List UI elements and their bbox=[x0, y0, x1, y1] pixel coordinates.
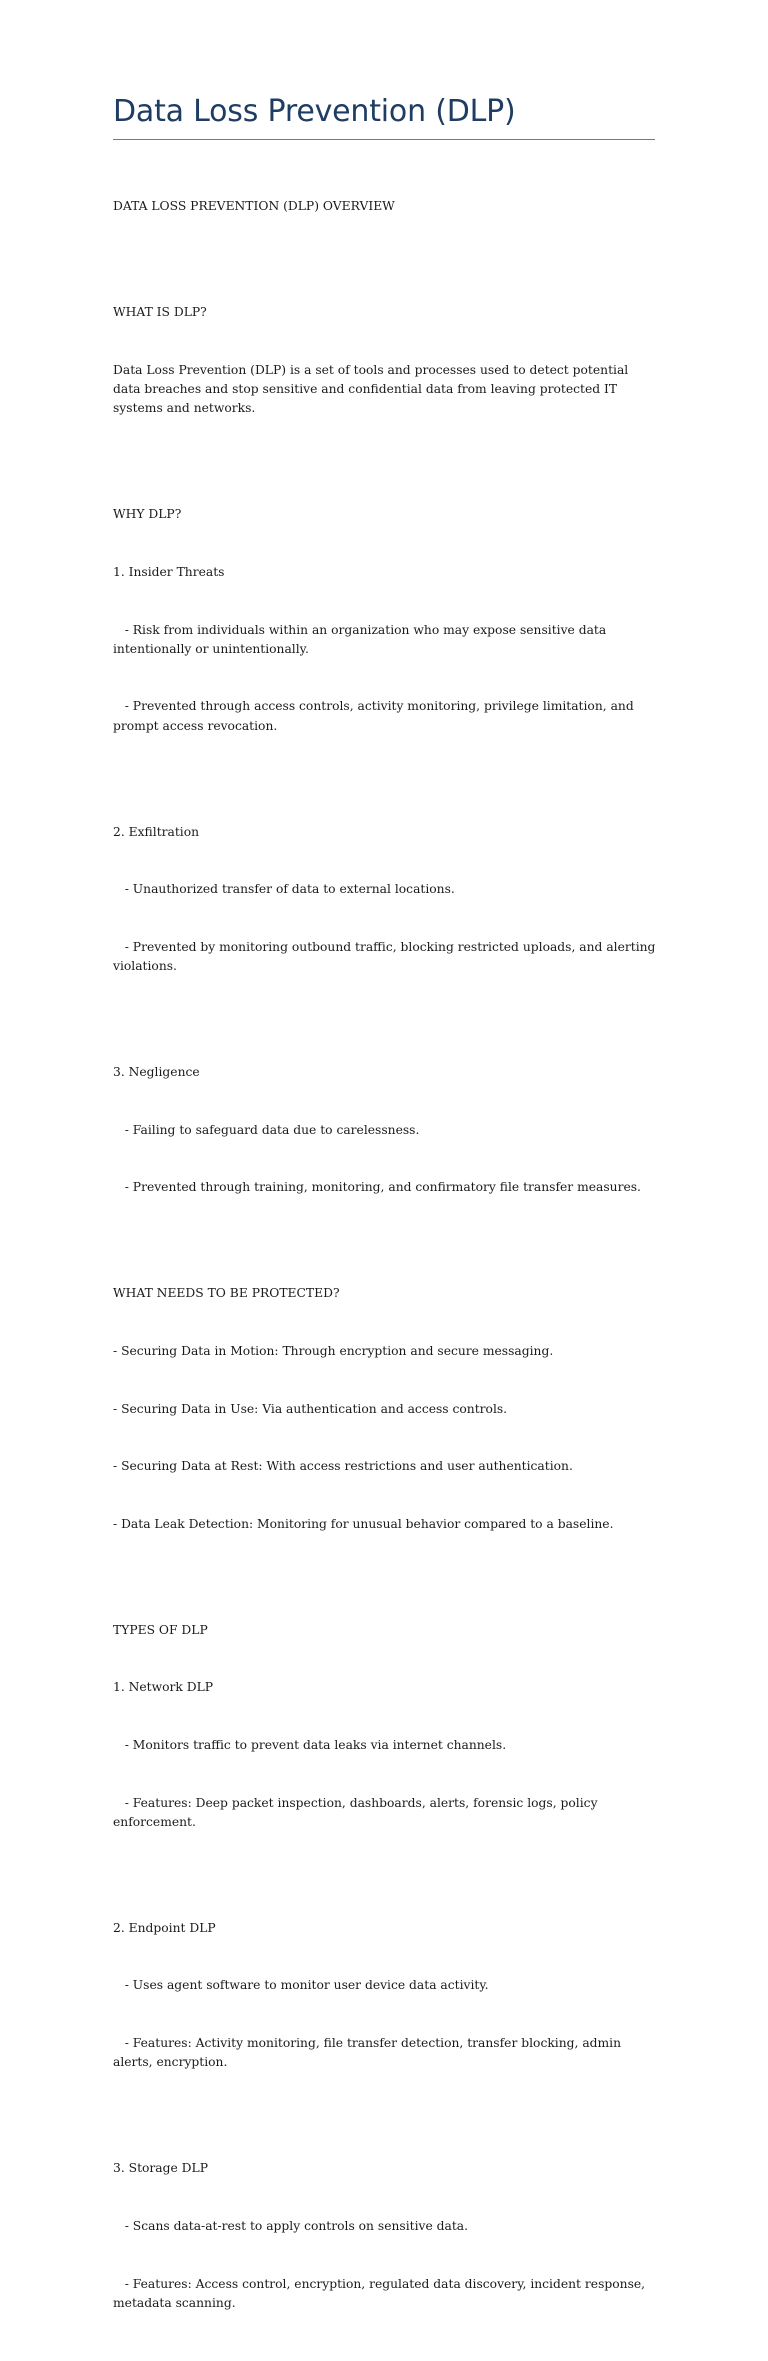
list-item: 1. Network DLP bbox=[113, 1680, 214, 1695]
list-item: - Securing Data in Motion: Through encryption and secure messaging. bbox=[113, 1343, 554, 1358]
list-item: 3. Storage DLP bbox=[113, 2161, 208, 2176]
list-item: 3. Negligence bbox=[113, 1065, 200, 1080]
document-title: Data Loss Prevention (DLP) bbox=[113, 94, 516, 129]
paragraph-storage bbox=[113, 2121, 658, 2351]
paragraph-what-to-protect bbox=[113, 1246, 658, 1572]
sub-list-item: - Monitors traffic to prevent data leaks via internet channels. bbox=[113, 1738, 507, 1753]
section-heading: TYPES OF DLP bbox=[113, 1622, 208, 1637]
paragraph-endpoint bbox=[113, 1880, 658, 2110]
sub-list-item: - Features: Activity monitoring, file transfer detection, transfer blocking, admin alerts, encryption. bbox=[113, 2036, 625, 2070]
list-item: - Securing Data in Use: Via authentication and access controls. bbox=[113, 1401, 508, 1416]
section-heading: WHAT NEEDS TO BE PROTECTED? bbox=[113, 1286, 340, 1301]
paragraph-why-dlp bbox=[113, 467, 658, 774]
document-body bbox=[113, 159, 658, 2361]
body-line: DATA LOSS PREVENTION (DLP) OVERVIEW bbox=[113, 199, 395, 214]
body-line: Data Loss Prevention (DLP) is a set of tools and processes used to detect potential data breaches and stop sensitive and confidential data from leaving protected IT systems and networks. bbox=[113, 363, 633, 416]
sub-list-item: - Prevented through access controls, activity monitoring, privilege limitation, and prompt access revocation. bbox=[113, 699, 638, 733]
list-item: - Data Leak Detection: Monitoring for unusual behavior compared to a baseline. bbox=[113, 1516, 614, 1531]
sub-list-item: - Risk from individuals within an organization who may expose sensitive data intentionally or unintentionally. bbox=[113, 622, 611, 656]
list-item: 2. Endpoint DLP bbox=[113, 1920, 216, 1935]
title-underline-divider bbox=[113, 139, 655, 140]
section-heading: WHY DLP? bbox=[113, 507, 182, 522]
paragraph-overview-heading bbox=[113, 159, 658, 255]
list-item: 2. Exfiltration bbox=[113, 824, 200, 839]
sub-list-item: - Failing to safeguard data due to carelessness. bbox=[113, 1122, 420, 1137]
sub-list-item: - Unauthorized transfer of data to external locations. bbox=[113, 882, 455, 897]
sub-list-item: - Prevented by monitoring outbound traffic, blocking restricted uploads, and alerting violations. bbox=[113, 939, 660, 974]
sub-list-item: - Scans data-at-rest to apply controls on sensitive data. bbox=[113, 2218, 469, 2233]
section-heading: WHAT IS DLP? bbox=[113, 305, 207, 320]
list-item: 1. Insider Threats bbox=[113, 565, 225, 580]
paragraph-what-is-dlp bbox=[113, 265, 658, 457]
sub-list-item: - Prevented through training, monitoring, and confirmatory file transfer measures. bbox=[113, 1180, 641, 1195]
sub-list-item: - Features: Access control, encryption, regulated data discovery, incident response, metadata scanning. bbox=[113, 2276, 649, 2310]
list-item: - Securing Data at Rest: With access restrictions and user authentication. bbox=[113, 1459, 573, 1474]
sub-list-item: - Uses agent software to monitor user device data activity. bbox=[113, 1978, 489, 1993]
paragraph-exfiltration bbox=[113, 784, 658, 1014]
paragraph-types-network bbox=[113, 1582, 658, 1870]
paragraph-negligence bbox=[113, 1025, 658, 1236]
sub-list-item: - Features: Deep packet inspection, dashboards, alerts, forensic logs, policy enforcement. bbox=[113, 1795, 602, 1829]
